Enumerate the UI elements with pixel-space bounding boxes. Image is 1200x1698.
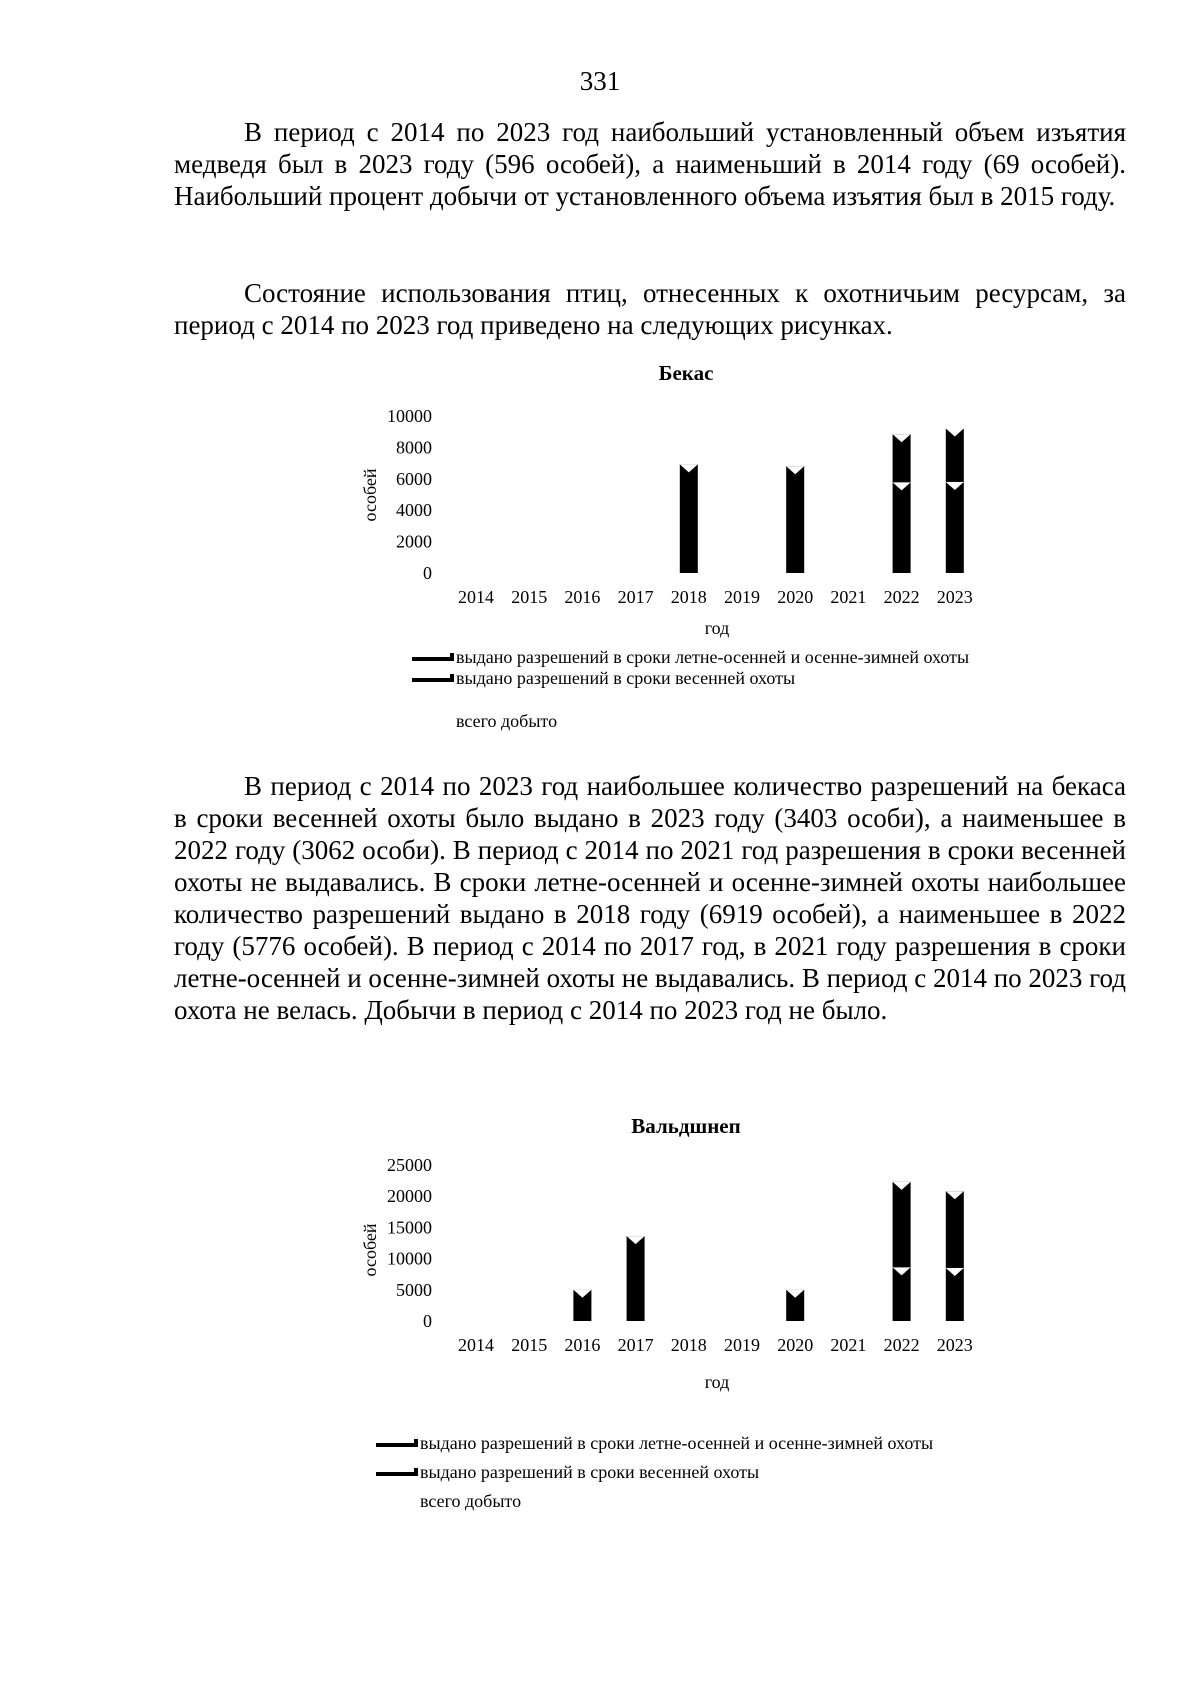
legend-item-summer-autumn — [412, 647, 1002, 668]
bar-2022-series-1 — [893, 434, 911, 482]
y-ticks — [387, 1155, 432, 1331]
legend-swatch — [376, 1443, 416, 1447]
x-tick-label: 2015 — [511, 1335, 548, 1355]
bar-notch — [893, 434, 911, 442]
bar-2023-series-1 — [946, 1191, 964, 1268]
x-tick-label: 2016 — [564, 1335, 601, 1355]
bar-notch — [786, 1290, 804, 1298]
bar-notch — [946, 429, 964, 437]
y-axis-label: особей — [360, 468, 380, 522]
x-tick-label: 2017 — [617, 1335, 654, 1355]
x-axis-label: год — [704, 618, 730, 638]
x-tick-label: 2018 — [670, 1335, 707, 1355]
bar-2023-series-0 — [946, 1268, 964, 1321]
legend-swatch — [376, 1472, 416, 1476]
x-tick-label: 2021 — [830, 587, 867, 607]
x-tick-label: 2017 — [617, 587, 654, 607]
y-tick-label: 4000 — [396, 500, 432, 521]
bar-notch — [627, 1236, 645, 1244]
y-tick-label: 6000 — [396, 468, 432, 489]
x-tick-label: 2022 — [883, 1335, 920, 1355]
y-tick-label: 10000 — [387, 1248, 432, 1269]
y-tick-label: 5000 — [396, 1279, 432, 1300]
x-tick-label: 2023 — [936, 587, 973, 607]
x-tick-label: 2021 — [830, 1335, 867, 1355]
y-ticks — [387, 406, 432, 583]
legend-item-summer-autumn — [376, 1433, 1026, 1454]
x-tick-label: 2016 — [564, 587, 601, 607]
page-number: 331 — [579, 66, 621, 96]
x-tick-label: 2014 — [458, 587, 494, 607]
legend-label: выдано разрешений в сроки весенней охоты — [420, 1462, 760, 1482]
x-tick-label: 2014 — [458, 1335, 494, 1355]
x-tick-label: 2015 — [511, 587, 548, 607]
x-ticks — [458, 587, 973, 607]
legend-label: выдано разрешений в сроки весенней охоты — [456, 668, 796, 688]
x-tick-label: 2022 — [883, 587, 920, 607]
legend-label: выдано разрешений в сроки летне-осенней и осенне-зимней охоты — [420, 1433, 934, 1453]
y-tick-label: 20000 — [387, 1186, 432, 1207]
bar-2016-series-0 — [573, 1290, 591, 1321]
paragraph-bear-harvest: В период с 2014 по 2023 год наибольший установленный объем изъятия медведя был в 2023 году (596 особей), а наименьший в 2014 году (69 особей). Наибольший процент добычи от установленного объема изъятия был в 2015 году. — [174, 117, 1126, 211]
x-axis-label: год — [704, 1372, 730, 1392]
legend-swatch — [412, 657, 452, 661]
bar-2020-series-0 — [786, 466, 804, 573]
y-tick-label: 15000 — [387, 1217, 432, 1238]
bar-notch — [893, 1182, 911, 1190]
y-tick-label: 0 — [423, 1311, 432, 1331]
y-tick-label: 2000 — [396, 531, 432, 552]
bar-notch — [946, 1191, 964, 1199]
x-tick-label: 2023 — [936, 1335, 973, 1355]
bar-2022-series-0 — [893, 1267, 911, 1321]
y-axis-label: особей — [360, 1223, 380, 1277]
bars — [680, 429, 964, 573]
legend-woodcock — [376, 1433, 1026, 1512]
paragraph-snipe-analysis: В период с 2014 по 2023 год наибольшее количество разрешений на бекаса в сроки весенней охоты было выдано в 2023 году (3403 особи), а наименьшее в 2022 году (3062 особи). В период с 2014 по 2021 год разрешения в сроки весенней охоты не выдавались. В сроки летне-осенней и осенне-зимней охоты наибольшее количество разрешений выдано в 2018 году (6919 особей), а наименьшее в 2022 году (5776 особей). В период с 2014 по 2017 год, в 2021 году разрешения в сроки летне-осенней и осенне-зимней охоты не выдавались. В период с 2014 по 2023 год охота не велась. Добычи в период с 2014 по 2023 год не было. — [174, 771, 1127, 1025]
bar-2017-series-0 — [627, 1236, 645, 1321]
bar-2020-series-0 — [786, 1290, 804, 1321]
bar-notch — [786, 466, 804, 474]
legend-label: всего добыто — [456, 711, 558, 731]
bar-2022-series-0 — [893, 482, 911, 573]
legend-swatch — [412, 678, 452, 682]
y-tick-label: 0 — [423, 563, 432, 583]
x-tick-label: 2020 — [777, 1335, 814, 1355]
bar-notch — [946, 1268, 964, 1276]
legend-item-total-harvest — [376, 1491, 1026, 1512]
bar-notch — [573, 1290, 591, 1298]
x-tick-label: 2020 — [777, 587, 814, 607]
chart-title: Бекас — [658, 361, 714, 385]
y-tick-label: 10000 — [387, 406, 432, 426]
legend-item-spring — [376, 1462, 1026, 1483]
legend-item-spring — [412, 668, 1002, 689]
legend-item-total-harvest — [412, 711, 1002, 732]
y-tick-label: 8000 — [396, 437, 432, 458]
bar-2023-series-1 — [946, 429, 964, 482]
bar-notch — [893, 482, 911, 490]
chart-title: Вальдшнеп — [631, 1114, 741, 1138]
bar-notch — [946, 482, 964, 490]
y-tick-label: 25000 — [387, 1155, 432, 1175]
bars — [573, 1182, 963, 1321]
legend-label: всего добыто — [420, 1491, 522, 1511]
x-tick-label: 2019 — [724, 1335, 760, 1355]
x-tick-label: 2019 — [724, 587, 760, 607]
bar-2023-series-0 — [946, 482, 964, 573]
bar-notch — [893, 1267, 911, 1275]
legend-label: выдано разрешений в сроки летне-осенней и осенне-зимней охоты — [456, 647, 970, 667]
bar-2022-series-1 — [893, 1182, 911, 1267]
bar-2018-series-0 — [680, 464, 698, 573]
paragraph-birds-intro: Состояние использования птиц, отнесенных к охотничьим ресурсам, за период с 2014 по 2023 год приведено на следующих рисунках. — [174, 278, 1126, 340]
bar-notch — [680, 464, 698, 472]
legend-snipe — [412, 647, 1002, 732]
x-tick-label: 2018 — [670, 587, 707, 607]
x-ticks — [458, 1335, 973, 1355]
